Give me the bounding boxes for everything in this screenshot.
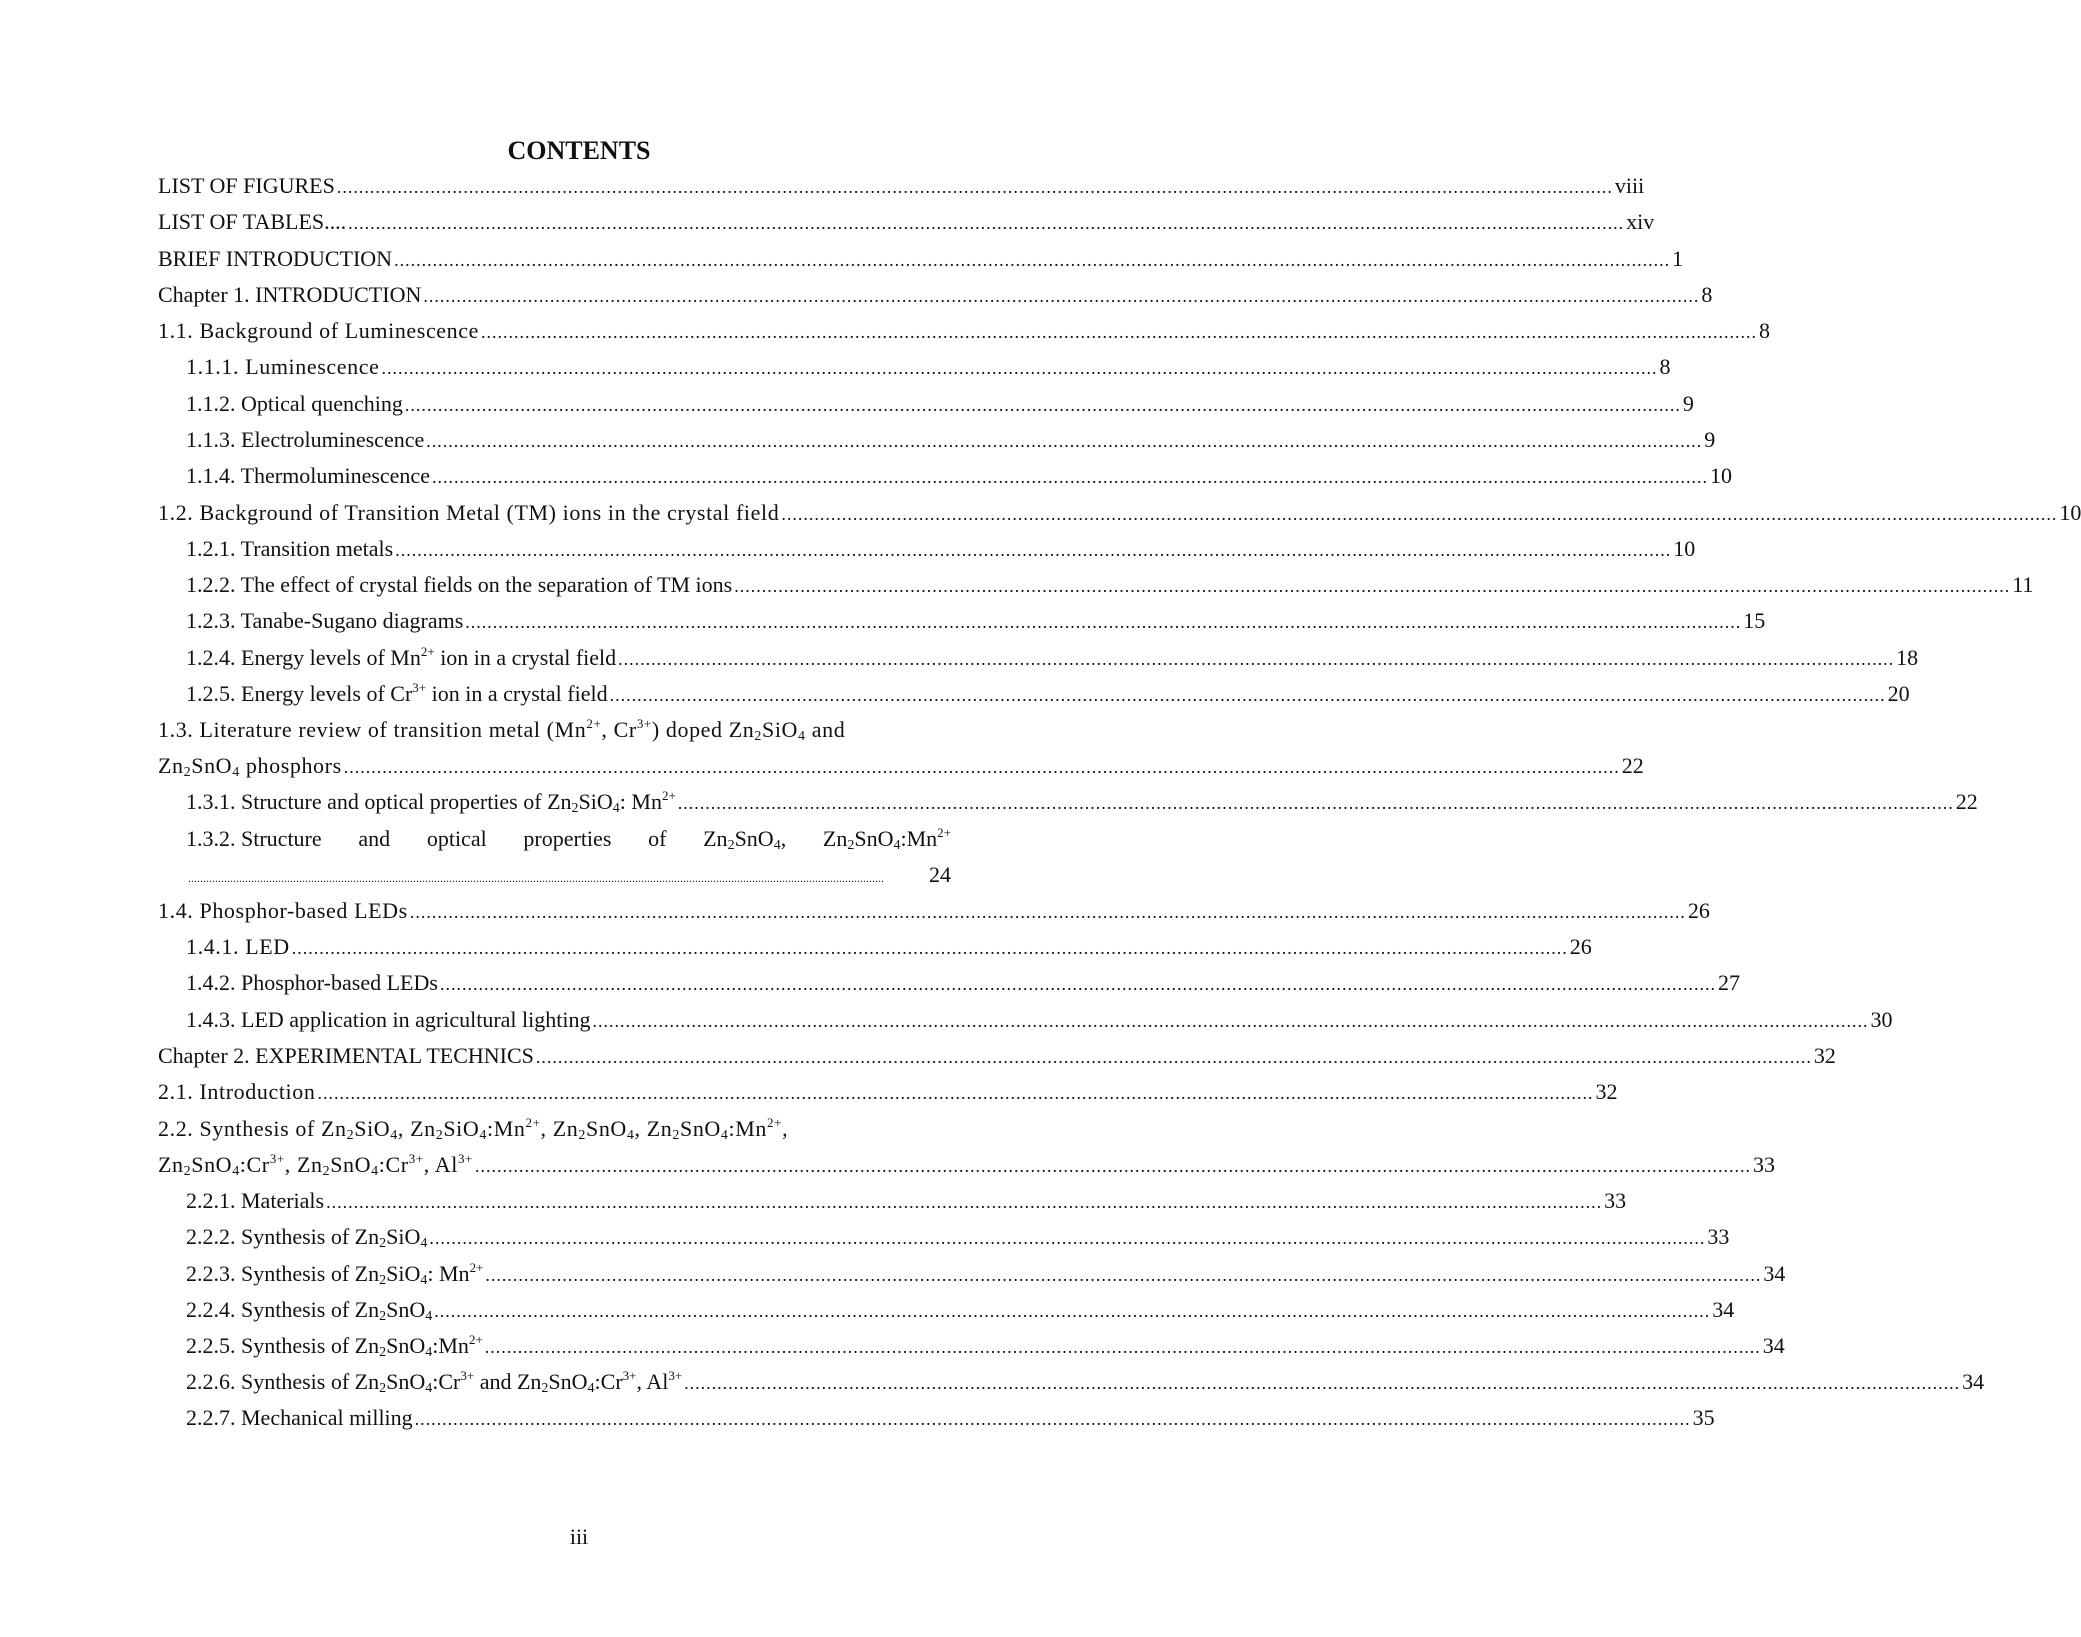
toc-entry-1-3-1[interactable] bbox=[186, 787, 1978, 817]
toc-entry-page: 15 bbox=[1743, 608, 1766, 633]
dot-leader: ........................................................................................................................................................................................................................................ bbox=[429, 1228, 1706, 1248]
toc-entry-1-2-4[interactable] bbox=[186, 643, 1919, 673]
toc-entry-label: 1.4. Phosphor-based LEDs bbox=[158, 898, 408, 923]
toc-entry-page: 20 bbox=[1887, 681, 1910, 706]
dot-leader: ........................................................................................................................................................................................................................................ bbox=[734, 576, 2011, 596]
dot-leader: ........................................................................................................................................................................................................................................ bbox=[291, 938, 1568, 958]
dot-leader: ........................................................................................................................................................................................................................................ bbox=[618, 649, 1895, 669]
toc-entry-page: 8 bbox=[1759, 318, 1771, 343]
toc-entry-label: 2.2.7. Mechanical milling bbox=[186, 1405, 413, 1430]
toc-entry-label: LIST OF FIGURES bbox=[158, 173, 335, 198]
dot-leader: ........................................................................................................................................................................................................................................ bbox=[474, 1156, 1751, 1176]
dot-leader: ........................................................................................................................................................................................................................................ bbox=[317, 1083, 1594, 1103]
toc-entry-1-3-continued[interactable] bbox=[158, 751, 1644, 781]
toc-entry-2-2-3[interactable] bbox=[186, 1259, 1786, 1289]
toc-entry-label: 1.1.4. Thermoluminescence bbox=[186, 463, 430, 488]
toc-entry-page: xiv bbox=[1626, 209, 1655, 234]
toc-entry-label: 1.3.1. Structure and optical properties of $Zn_2SiO_4$: $Mn^{2+}$ bbox=[186, 788, 676, 816]
toc-entry-page: 22 bbox=[1621, 753, 1644, 778]
dot-leader: ........................................................................................................................................................................................................................................ bbox=[381, 358, 1658, 378]
dot-leader: ........................................................................................................................................................................................................................................ bbox=[439, 974, 1716, 994]
toc-entry-2-2[interactable]: 2.2. Synthesis of $Zn_2SiO_4$, $Zn_2SiO_4:Mn^{2+}$, $Zn_2SnO_4$, $Zn_2SnO_4:Mn^{2+}$, bbox=[158, 1115, 789, 1143]
dot-leader: ........................................................................................................................................................................................................................................ bbox=[336, 177, 1613, 197]
toc-entry-label: 1.2. Background of Transition Metal (TM) ions in the crystal field bbox=[158, 500, 780, 525]
toc-entry-1-1-2[interactable] bbox=[186, 389, 1694, 419]
toc-entry-label: 2.1. Introduction bbox=[158, 1079, 316, 1104]
toc-entry-2-1[interactable] bbox=[158, 1077, 1618, 1107]
toc-entry-1-1[interactable] bbox=[158, 316, 1771, 346]
toc-entry-label: 2.2.6. Synthesis of $Zn_2SnO_4:Cr^{3+}$ and $Zn_2SnO_4:Cr^{3+}$, $Al^{3+}$ bbox=[186, 1368, 683, 1396]
toc-entry-page: 8 bbox=[1659, 354, 1671, 379]
toc-entry-list-of-tables[interactable] bbox=[158, 207, 1655, 237]
toc-entry-label: LIST OF TABLES.... bbox=[158, 209, 347, 234]
toc-entry-page: 9 bbox=[1704, 427, 1716, 452]
toc-entry-label: $Zn_2SnO_4:Cr^{3+}$, $Zn_2SnO_4:Cr^{3+}$, $Al^{3+}$ bbox=[158, 1151, 473, 1179]
toc-entry-2-2-2[interactable] bbox=[186, 1222, 1730, 1252]
toc-entry-page: 11 bbox=[2012, 572, 2034, 597]
toc-entry-page: 24 bbox=[929, 862, 951, 887]
toc-entry-2-2-4[interactable] bbox=[186, 1295, 1735, 1325]
toc-entry-page: 26 bbox=[1569, 934, 1592, 959]
dot-leader: ........................................................................................................................................................................................................................................ bbox=[188, 871, 884, 885]
toc-entry-1-4[interactable] bbox=[158, 896, 1710, 926]
dot-leader: ........................................................................................................................................................................................................................................ bbox=[484, 1337, 1761, 1357]
dot-leader: ........................................................................................................................................................................................................................................ bbox=[431, 467, 1708, 487]
toc-entry-label: 1.1.2. Optical quenching bbox=[186, 391, 403, 416]
dot-leader: ........................................................................................................................................................................................................................................ bbox=[348, 213, 1625, 233]
toc-entry-label: 1.2.1. Transition metals bbox=[186, 536, 394, 561]
toc-entry-2-2-7[interactable] bbox=[186, 1403, 1715, 1433]
toc-entry-page: 10 bbox=[1709, 463, 1732, 488]
dot-leader: ........................................................................................................................................................................................................................................ bbox=[781, 504, 2058, 524]
toc-entry-1-4-1[interactable] bbox=[186, 932, 1592, 962]
toc-entry-1-2[interactable] bbox=[158, 498, 2081, 528]
dot-leader: ........................................................................................................................................................................................................................................ bbox=[426, 431, 1703, 451]
toc-entry-page: 34 bbox=[1762, 1333, 1785, 1358]
toc-entry-2-2-6[interactable] bbox=[186, 1367, 1985, 1397]
dot-leader: ........................................................................................................................................................................................................................................ bbox=[592, 1011, 1869, 1031]
toc-entry-page: 32 bbox=[1813, 1043, 1836, 1068]
toc-entry-2-2-continued[interactable] bbox=[158, 1150, 1775, 1180]
toc-entry-label: 1.1.3. Electroluminescence bbox=[186, 427, 425, 452]
toc-entry-label: $Zn_2SnO_4$ phosphors bbox=[158, 753, 342, 780]
toc-entry-label: 1.2.4. Energy levels of $Mn^{2+}$ ion in a crystal field bbox=[186, 644, 617, 670]
toc-entry-page: 33 bbox=[1707, 1224, 1730, 1249]
toc-entry-page: 1 bbox=[1672, 246, 1684, 271]
toc-entry-1-3-2-page[interactable] bbox=[186, 860, 951, 890]
toc-entry-chapter-1[interactable] bbox=[158, 280, 1713, 310]
toc-entry-page: viii bbox=[1614, 173, 1645, 198]
toc-entry-label: 1.2.5. Energy levels of $Cr^{3+}$ ion in a crystal field bbox=[186, 680, 608, 706]
toc-entry-1-2-1[interactable] bbox=[186, 534, 1696, 564]
toc-entry-page: 8 bbox=[1701, 282, 1713, 307]
toc-entry-label: Chapter 2. EXPERIMENTAL TECHNICS bbox=[158, 1043, 534, 1068]
page-title: CONTENTS bbox=[507, 136, 651, 165]
toc-entry-label: 1.4.1. LED bbox=[186, 934, 290, 959]
dot-leader: ........................................................................................................................................................................................................................................ bbox=[465, 612, 1742, 632]
toc-entry-label: 1.4.3. LED application in agricultural lighting bbox=[186, 1007, 591, 1032]
toc-entry-label: 2.2.5. Synthesis of $Zn_2SnO_4:Mn^{2+}$ bbox=[186, 1332, 483, 1360]
toc-entry-label: Chapter 1. INTRODUCTION bbox=[158, 282, 422, 307]
toc-entry-page: 33 bbox=[1604, 1188, 1627, 1213]
toc-entry-1-2-5[interactable] bbox=[186, 679, 1910, 709]
toc-entry-label: 2.2.4. Synthesis of $Zn_2SnO_4$ bbox=[186, 1297, 433, 1324]
toc-entry-label: BRIEF INTRODUCTION bbox=[158, 246, 393, 271]
dot-leader: ........................................................................................................................................................................................................................................ bbox=[395, 540, 1672, 560]
toc-entry-1-4-2[interactable] bbox=[186, 968, 1740, 998]
dot-leader: ........................................................................................................................................................................................................................................ bbox=[485, 1265, 1762, 1285]
dot-leader: ........................................................................................................................................................................................................................................ bbox=[409, 902, 1686, 922]
toc-entry-label: 2.2.3. Synthesis of $Zn_2SiO_4$: $Mn^{2+}$ bbox=[186, 1260, 484, 1288]
toc-entry-label: 1.2.3. Tanabe-Sugano diagrams bbox=[186, 608, 464, 633]
toc-entry-page: 35 bbox=[1692, 1405, 1715, 1430]
toc-entry-page: 34 bbox=[1763, 1261, 1786, 1286]
dot-leader: ........................................................................................................................................................................................................................................ bbox=[404, 395, 1681, 415]
toc-entry-brief-introduction[interactable] bbox=[158, 244, 1684, 274]
toc-entry-page: 22 bbox=[1955, 789, 1978, 814]
toc-entry-label: 1.2.2. The effect of crystal fields on the separation of TM ions bbox=[186, 572, 733, 597]
dot-leader: ........................................................................................................................................................................................................................................ bbox=[423, 286, 1700, 306]
dot-leader: ........................................................................................................................................................................................................................................ bbox=[684, 1373, 1961, 1393]
dot-leader: ........................................................................................................................................................................................................................................ bbox=[434, 1301, 1711, 1321]
toc-entry-1-4-3[interactable] bbox=[186, 1005, 1893, 1035]
dot-leader: ........................................................................................................................................................................................................................................ bbox=[481, 322, 1758, 342]
toc-entry-1-1-3[interactable] bbox=[186, 425, 1716, 455]
toc-entry-1-2-3[interactable] bbox=[186, 606, 1766, 636]
dot-leader: ........................................................................................................................................................................................................................................ bbox=[326, 1192, 1603, 1212]
toc-entry-page: 9 bbox=[1682, 391, 1694, 416]
toc-entry-page: 34 bbox=[1712, 1297, 1735, 1322]
toc-entry-1-1-1[interactable] bbox=[186, 352, 1671, 382]
toc-entry-1-3[interactable]: 1.3. Literature review of transition metal ($Mn^{2+}$, $Cr^{3+}$) doped $Zn_2SiO_4$ and bbox=[158, 716, 846, 744]
dot-leader: ........................................................................................................................................................................................................................................ bbox=[609, 685, 1886, 705]
toc-entry-page: 30 bbox=[1870, 1007, 1893, 1032]
toc-entry-1-3-2[interactable]: 1.3.2. Structure and optical properties of $Zn_2SnO_4$, $Zn_2SnO_4:Mn^{2+}$ bbox=[186, 825, 951, 853]
toc-entry-2-2-5[interactable] bbox=[186, 1331, 1785, 1361]
dot-leader: ........................................................................................................................................................................................................................................ bbox=[394, 250, 1671, 270]
toc-entry-1-2-2[interactable] bbox=[186, 570, 2034, 600]
dot-leader: ........................................................................................................................................................................................................................................ bbox=[343, 757, 1620, 777]
toc-entry-page: 33 bbox=[1752, 1152, 1775, 1177]
dot-leader: ........................................................................................................................................................................................................................................ bbox=[414, 1409, 1691, 1429]
toc-entry-page: 34 bbox=[1962, 1369, 1985, 1394]
toc-entry-label: 2.2.2. Synthesis of $Zn_2SiO_4$ bbox=[186, 1224, 428, 1251]
toc-entry-chapter-2[interactable] bbox=[158, 1041, 1836, 1071]
toc-entry-page: 10 bbox=[1673, 536, 1696, 561]
toc-entry-page: 18 bbox=[1896, 645, 1919, 670]
toc-entry-page: 32 bbox=[1595, 1079, 1618, 1104]
toc-entry-label: 1.1.1. Luminescence bbox=[186, 354, 380, 379]
toc-entry-label: 1.1. Background of Luminescence bbox=[158, 318, 480, 343]
toc-entry-1-1-4[interactable] bbox=[186, 461, 1732, 491]
dot-leader: ........................................................................................................................................................................................................................................ bbox=[535, 1047, 1812, 1067]
page-number: iii bbox=[569, 1524, 589, 1549]
toc-entry-label: 2.2.1. Materials bbox=[186, 1188, 325, 1213]
toc-entry-page: 27 bbox=[1717, 970, 1740, 995]
toc-entry-page: 10 bbox=[2059, 500, 2081, 525]
toc-entry-2-2-1[interactable] bbox=[186, 1186, 1627, 1216]
toc-entry-page: 26 bbox=[1687, 898, 1710, 923]
dot-leader: ........................................................................................................................................................................................................................................ bbox=[677, 793, 1954, 813]
toc-entry-label: 1.4.2. Phosphor-based LEDs bbox=[186, 970, 438, 995]
toc-entry-list-of-figures[interactable] bbox=[158, 171, 1645, 201]
